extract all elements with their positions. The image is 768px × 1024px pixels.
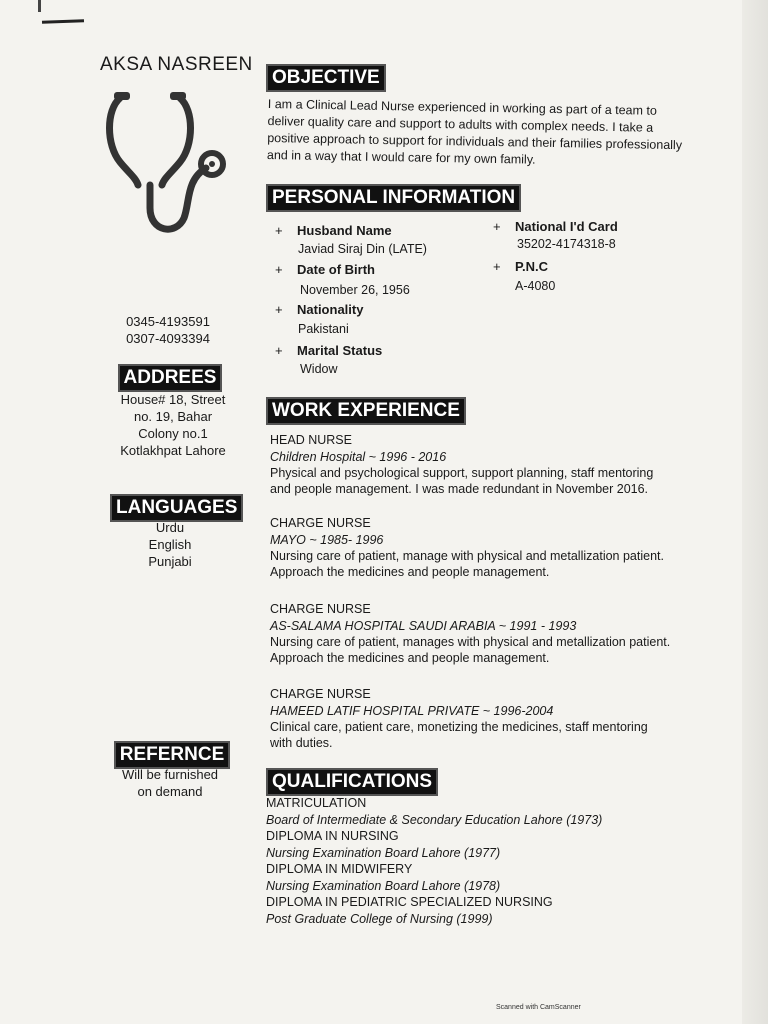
pi-husband-value: Javiad Siraj Din (LATE) [298, 242, 427, 256]
plus-icon: + [275, 223, 283, 238]
qualification-board: Post Graduate College of Nursing (1999) [266, 911, 493, 926]
job-employer: Children Hospital ~ 1996 - 2016 [270, 450, 447, 464]
pi-cnic-value: 35202-4174318-8 [517, 237, 616, 251]
objective-heading: OBJECTIVE [266, 64, 386, 92]
address-line: Kotlakhpat Lahore [120, 443, 226, 458]
objective-line: and in a way that I would care for my own family. [266, 147, 536, 167]
address-block [108, 391, 238, 459]
reference-heading-wrap [112, 741, 232, 769]
pi-dob-label: + Date of Birth [275, 262, 375, 277]
phone-1: 0345-4193591 [126, 314, 210, 329]
address-heading-wrap [110, 364, 230, 392]
pi-marital-value: Widow [300, 362, 338, 376]
address-heading: ADDREES [118, 364, 223, 392]
stethoscope-icon [98, 90, 238, 240]
work-heading-wrap [266, 397, 466, 425]
objective-text [267, 96, 698, 171]
languages-heading: LANGUAGES [110, 494, 243, 522]
job-entry [270, 601, 700, 666]
pi-pnc-value: A-4080 [515, 279, 556, 293]
job-entry [270, 432, 700, 497]
reference-heading: REFERNCE [114, 741, 231, 769]
work-heading: WORK EXPERIENCE [266, 397, 466, 425]
reference-note [108, 766, 232, 800]
pi-nationality-value: Pakistani [298, 322, 349, 336]
job-employer: MAYO ~ 1985- 1996 [270, 533, 384, 547]
pi-husband-label: + Husband Name [275, 223, 392, 238]
scan-mark [38, 0, 41, 12]
personal-heading: PERSONAL INFORMATION [266, 184, 521, 212]
phone-2: 0307-4093394 [126, 331, 210, 346]
qualification-title: DIPLOMA IN MIDWIFERY [266, 862, 413, 876]
address-line: House# 18, Street [120, 392, 226, 407]
job-desc-line: and people management. I was made redundant in November 2016. [270, 482, 649, 496]
pi-pnc-label: + P.N.C [493, 259, 548, 274]
phone-numbers [108, 313, 228, 347]
pi-dob-value: November 26, 1956 [300, 283, 410, 297]
language-item: English [148, 537, 192, 552]
languages-heading-wrap [110, 494, 238, 522]
pi-marital-label: + Marital Status [275, 343, 383, 358]
qualifications-list [266, 795, 696, 927]
plus-icon: + [275, 302, 283, 317]
qualification-title: DIPLOMA IN NURSING [266, 829, 399, 843]
qualification-board: Nursing Examination Board Lahore (1978) [266, 878, 501, 893]
reference-line: Will be furnished [121, 767, 219, 782]
job-desc-line: Physical and psychological support, support planning, staff mentoring [270, 466, 654, 480]
job-employer: AS-SALAMA HOSPITAL SAUDI ARABIA ~ 1991 - 1993 [270, 619, 577, 633]
plus-icon: + [493, 259, 501, 274]
job-title: CHARGE NURSE [270, 687, 371, 701]
objective-line: I am a Clinical Lead Nurse experienced in working as part of a team to [267, 96, 658, 118]
candidate-name: AKSA NASREEN [100, 54, 253, 75]
job-desc-line: Nursing care of patient, manages with physical and metallization patient. [270, 635, 671, 649]
qualification-board: Nursing Examination Board Lahore (1977) [266, 845, 501, 860]
language-item: Urdu [155, 520, 185, 535]
job-desc-line: Clinical care, patient care, monetizing the medicines, staff mentoring [270, 720, 648, 734]
job-desc-line: with duties. [270, 736, 333, 750]
job-title: CHARGE NURSE [270, 516, 371, 530]
job-title: CHARGE NURSE [270, 602, 371, 616]
languages-list [108, 519, 232, 570]
job-title: HEAD NURSE [270, 433, 352, 447]
plus-icon: + [493, 219, 501, 234]
qualification-title: MATRICULATION [266, 796, 367, 810]
pi-nationality-label: + Nationality [275, 302, 364, 317]
plus-icon: + [275, 262, 283, 277]
scan-mark-line [42, 19, 84, 23]
job-desc-line: Nursing care of patient, manage with physical and metallization patient. [270, 549, 664, 563]
address-line: Colony no.1 [138, 426, 208, 441]
job-entry [270, 686, 700, 751]
address-line: no. 19, Bahar [133, 409, 213, 424]
reference-line: on demand [137, 784, 203, 799]
qualification-title: DIPLOMA IN PEDIATRIC SPECIALIZED NURSING [266, 895, 553, 909]
job-employer: HAMEED LATIF HOSPITAL PRIVATE ~ 1996-2004 [270, 704, 554, 718]
qualification-board: Board of Intermediate & Secondary Education Lahore (1973) [266, 812, 603, 827]
language-item: Punjabi [148, 554, 192, 569]
personal-heading-wrap [266, 184, 521, 212]
qualifications-heading-wrap [266, 768, 438, 796]
objective-heading-wrap [266, 64, 386, 92]
scanner-watermark: Scanned with CamScanner [496, 1004, 581, 1011]
objective-line: positive approach to support for individuals and their families professionally [267, 130, 683, 153]
page-edge [742, 0, 768, 1024]
job-desc-line: Approach the medicines and people management. [270, 565, 550, 579]
job-entry [270, 515, 700, 580]
plus-icon: + [275, 343, 283, 358]
objective-line: deliver quality care and support to adults with complex needs. I take a [267, 113, 654, 135]
qualifications-heading: QUALIFICATIONS [266, 768, 438, 796]
pi-cnic-label: + National I'd Card [493, 219, 618, 234]
job-desc-line: Approach the medicines and people management. [270, 651, 550, 665]
